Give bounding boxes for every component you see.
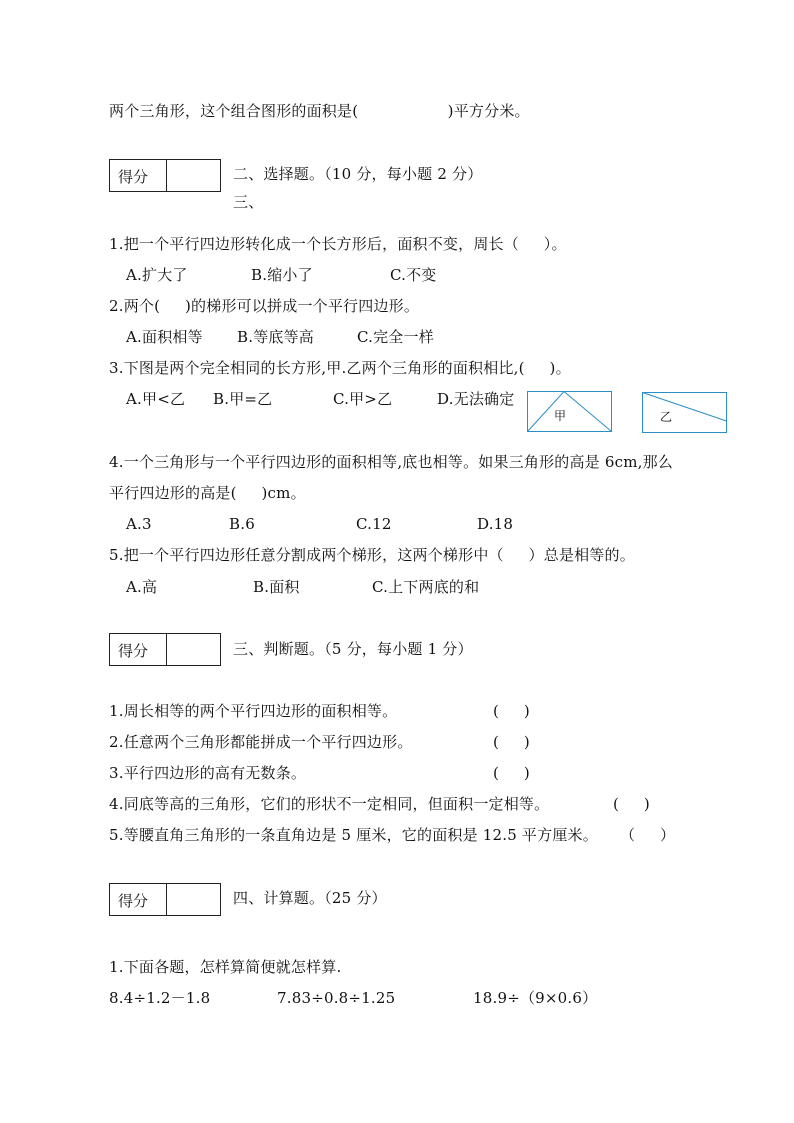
score-divider bbox=[166, 884, 167, 915]
judge-answer-paren-2: ( ) bbox=[493, 733, 530, 751]
q3-option-d: D.无法确定 bbox=[437, 390, 515, 408]
q4-option-c: C.12 bbox=[356, 515, 392, 533]
q2-option-a: A.面积相等 bbox=[126, 328, 203, 346]
q4-option-a: A.3 bbox=[126, 515, 152, 533]
score-box bbox=[109, 883, 221, 916]
q4-option-b: B.6 bbox=[229, 515, 255, 533]
score-label: 得分 bbox=[118, 642, 149, 660]
q2-option-c: C.完全一样 bbox=[357, 328, 434, 346]
judge-question-2: 2.任意两个三角形都能拼成一个平行四边形。 bbox=[109, 733, 413, 751]
q1-option-a: A.扩大了 bbox=[126, 266, 188, 284]
section-title-calc: 四、计算题。（25 分） bbox=[233, 889, 387, 907]
score-label: 得分 bbox=[118, 892, 149, 910]
calc-expression-3: 18.9÷（9×0.6） bbox=[473, 989, 598, 1007]
score-box bbox=[109, 633, 221, 666]
q1-option-c: C.不变 bbox=[390, 266, 437, 284]
score-divider bbox=[166, 634, 167, 665]
q1-option-b: B.缩小了 bbox=[251, 266, 313, 284]
choice-question-4-line1: 4.一个三角形与一个平行四边形的面积相等,底也相等。如果三角形的高是 6cm,那么 bbox=[109, 453, 673, 471]
judge-question-1: 1.周长相等的两个平行四边形的面积相等。 bbox=[109, 702, 398, 720]
choice-question-5: 5.把一个平行四边形任意分割成两个梯形，这两个梯形中（ ）总是相等的。 bbox=[109, 546, 635, 564]
calc-expression-2: 7.83÷0.8÷1.25 bbox=[277, 989, 396, 1007]
q5-option-b: B.面积 bbox=[253, 578, 300, 596]
rectangle-figure-jia bbox=[527, 391, 613, 433]
score-box bbox=[109, 159, 221, 192]
q4-option-d: D.18 bbox=[477, 515, 514, 533]
section-title-judge: 三、判断题。（5 分，每小题 1 分） bbox=[233, 640, 473, 658]
judge-answer-paren-4: ( ) bbox=[613, 795, 650, 813]
q3-option-b: B.甲=乙 bbox=[213, 390, 273, 408]
judge-answer-paren-5: （ ） bbox=[620, 826, 676, 844]
q3-option-c: C.甲>乙 bbox=[333, 390, 393, 408]
calc-question-1: 1.下面各题，怎样算简便就怎样算. bbox=[109, 958, 342, 976]
choice-question-4-line2: 平行四边形的高是( )cm。 bbox=[109, 484, 306, 502]
choice-question-1: 1.把一个平行四边形转化成一个长方形后，面积不变，周长（ ）。 bbox=[109, 235, 567, 253]
judge-question-4: 4.同底等高的三角形，它们的形状不一定相同，但面积一定相等。 bbox=[109, 795, 550, 813]
q2-option-b: B.等底等高 bbox=[237, 328, 314, 346]
label-yi: 乙 bbox=[660, 410, 673, 424]
rectangle-figure-yi bbox=[642, 392, 728, 434]
section-title-extra: 三、 bbox=[233, 193, 264, 211]
label-jia: 甲 bbox=[554, 409, 567, 423]
judge-question-3: 3.平行四边形的高有无数条。 bbox=[109, 764, 307, 782]
q5-option-a: A.高 bbox=[126, 578, 158, 596]
judge-question-5: 5.等腰直角三角形的一条直角边是 5 厘米，它的面积是 12.5 平方厘米。 bbox=[109, 826, 598, 844]
section-title-choice: 二、选择题。（10 分，每小题 2 分） bbox=[233, 165, 483, 183]
carryover-line: 两个三角形，这个组合图形的面积是( )平方分米。 bbox=[109, 102, 530, 120]
q3-option-a: A.甲<乙 bbox=[126, 390, 186, 408]
judge-answer-paren-3: ( ) bbox=[493, 764, 530, 782]
score-label: 得分 bbox=[118, 168, 149, 186]
score-divider bbox=[166, 160, 167, 191]
choice-question-3: 3.下图是两个完全相同的长方形,甲.乙两个三角形的面积相比,( )。 bbox=[109, 359, 571, 377]
judge-answer-paren-1: ( ) bbox=[493, 702, 530, 720]
calc-expression-1: 8.4÷1.2－1.8 bbox=[109, 989, 211, 1007]
choice-question-2: 2.两个( )的梯形可以拼成一个平行四边形。 bbox=[109, 297, 420, 315]
q5-option-c: C.上下两底的和 bbox=[372, 578, 480, 596]
